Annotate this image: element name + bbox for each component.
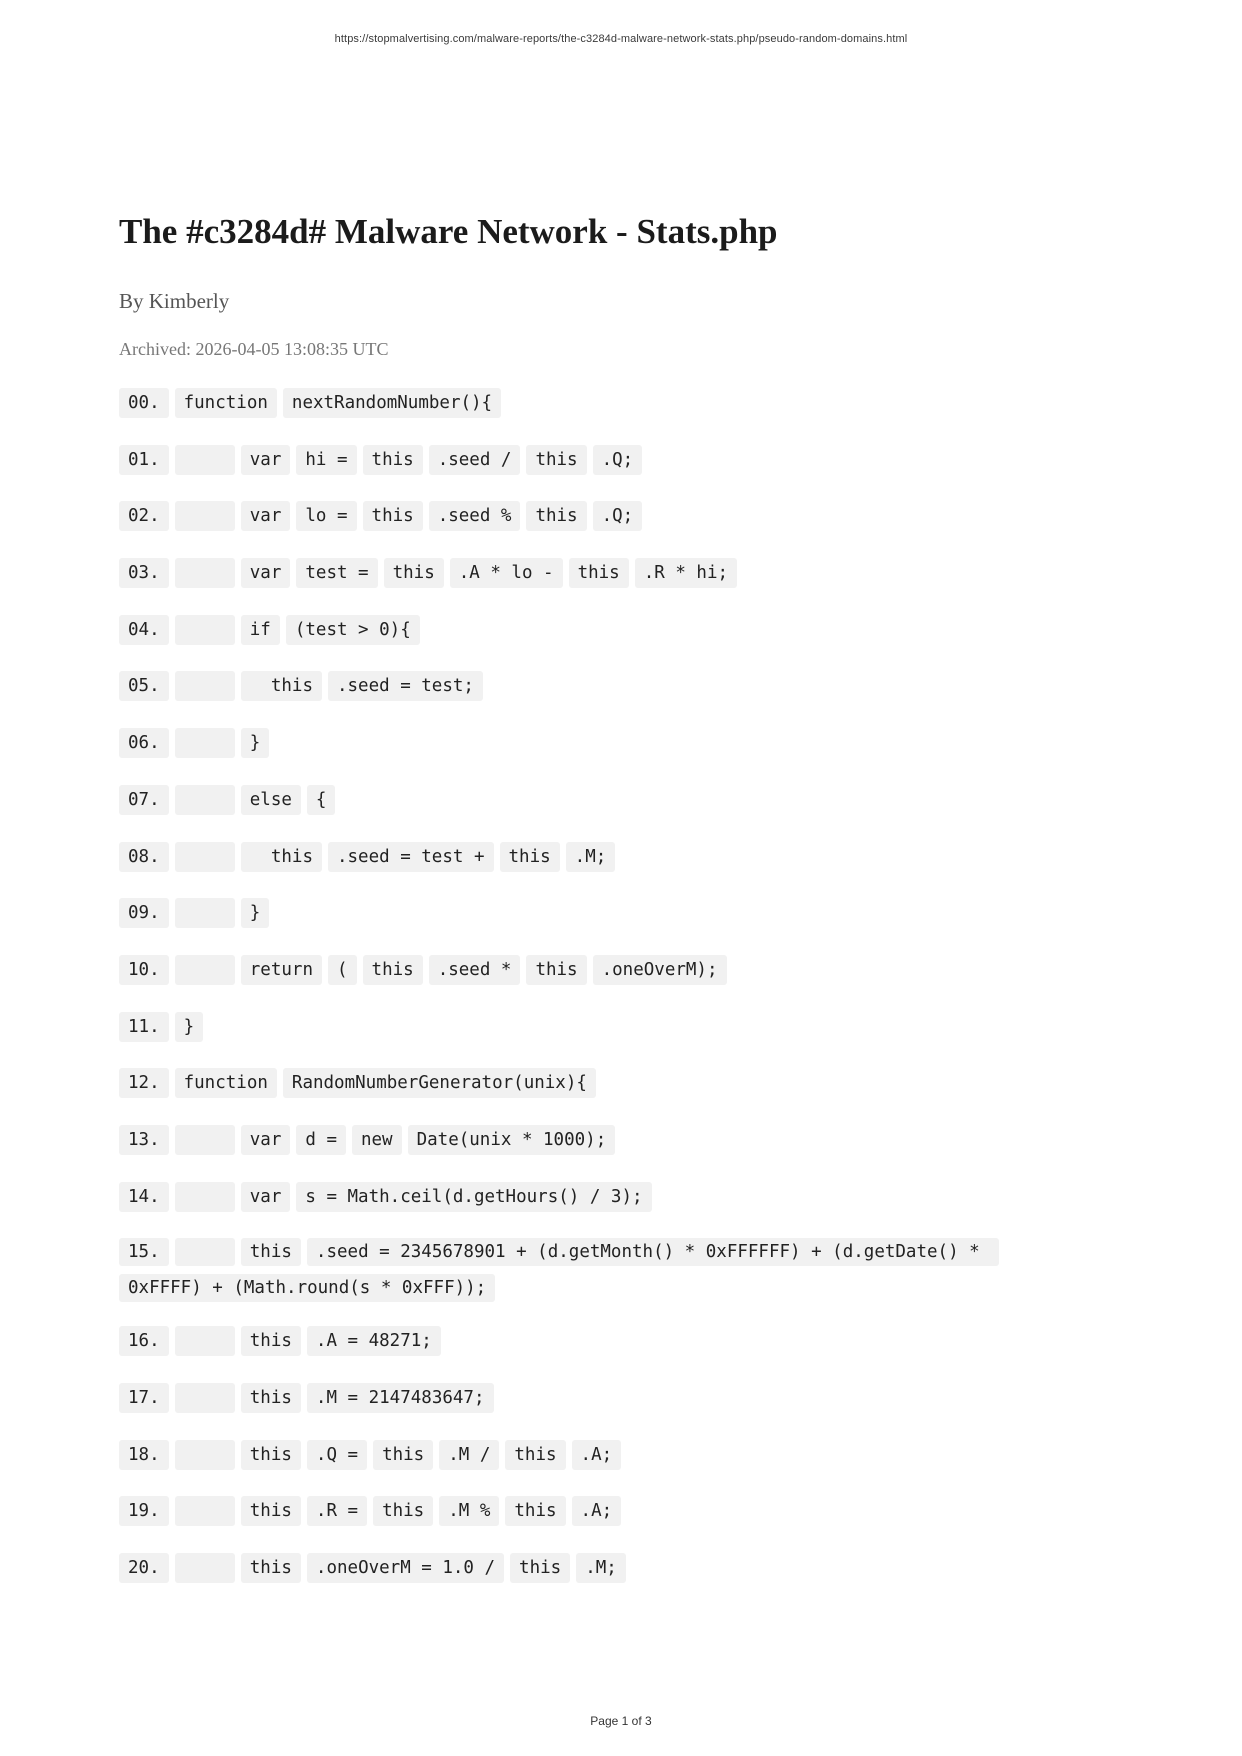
code-token: var [241, 501, 291, 531]
code-token: test = [296, 558, 377, 588]
code-token [175, 1383, 235, 1413]
code-token [175, 1125, 235, 1155]
code-token: this [526, 445, 586, 475]
code-line [119, 728, 1129, 756]
source-url: https://stopmalvertising.com/malware-reports/the-c3284d-malware-network-stats.php/pseudo-random-domains.html [334, 33, 908, 45]
line-number: 15. [119, 1238, 169, 1266]
code-line [119, 1383, 1129, 1411]
code-token: .M; [566, 842, 616, 872]
code-token: this [384, 558, 444, 588]
code-token: this [373, 1496, 433, 1526]
code-line [119, 1012, 1129, 1040]
code-token: .R * hi; [635, 558, 737, 588]
code-token: } [241, 898, 270, 928]
code-line [119, 1496, 1129, 1524]
code-token: this [363, 501, 423, 531]
code-token: this [241, 671, 322, 701]
code-line [119, 785, 1129, 813]
line-number: 07. [119, 785, 169, 815]
code-line [119, 1440, 1129, 1468]
code-token: function [175, 388, 277, 418]
code-token: .M = 2147483647; [307, 1383, 494, 1413]
code-token [175, 558, 235, 588]
code-token: this [363, 955, 423, 985]
code-token: .seed / [429, 445, 521, 475]
code-token: if [241, 615, 280, 645]
code-token: return [241, 955, 322, 985]
code-token: .A * lo - [450, 558, 563, 588]
code-token: .oneOverM); [593, 955, 727, 985]
code-token: Date(unix * 1000); [408, 1125, 616, 1155]
line-number: 10. [119, 955, 169, 985]
code-token [175, 1238, 235, 1266]
code-token: RandomNumberGenerator(unix){ [283, 1068, 596, 1098]
code-token [175, 1326, 235, 1356]
code-token: this [505, 1440, 565, 1470]
code-token: .M / [439, 1440, 499, 1470]
line-number: 11. [119, 1012, 169, 1042]
code-token [175, 671, 235, 701]
article-byline: By Kimberly [119, 289, 230, 313]
line-number: 19. [119, 1496, 169, 1526]
code-token: this [500, 842, 560, 872]
code-token: this [241, 1553, 301, 1583]
code-token: .seed = test + [328, 842, 494, 872]
line-number: 09. [119, 898, 169, 928]
line-number: 03. [119, 558, 169, 588]
code-token [175, 615, 235, 645]
line-number: 00. [119, 388, 169, 418]
code-line [119, 898, 1129, 926]
code-line [119, 671, 1129, 699]
archive-timestamp: Archived: 2026-04-05 13:08:35 UTC [119, 339, 389, 359]
code-token: .seed = 2345678901 + (d.getMonth() * 0xFFFFFF) + (d.getDate() * 0xFFFF) + (Math.round(s * 0xFFF)); [119, 1238, 999, 1302]
code-line [119, 558, 1129, 586]
code-token: .Q = [307, 1440, 367, 1470]
code-token: this [526, 501, 586, 531]
code-token [175, 1553, 235, 1583]
code-token [175, 501, 235, 531]
code-token: this [569, 558, 629, 588]
line-number: 08. [119, 842, 169, 872]
code-token: this [241, 1440, 301, 1470]
code-token [175, 785, 235, 815]
code-line [119, 955, 1129, 983]
line-number: 17. [119, 1383, 169, 1413]
code-token: var [241, 1125, 291, 1155]
code-token: this [505, 1496, 565, 1526]
line-number: 20. [119, 1553, 169, 1583]
code-line [119, 501, 1129, 529]
code-token: this [373, 1440, 433, 1470]
code-token: .seed = test; [328, 671, 483, 701]
line-number: 16. [119, 1326, 169, 1356]
code-token: (test > 0){ [286, 615, 420, 645]
code-token: ( [328, 955, 357, 985]
code-token: s = Math.ceil(d.getHours() / 3); [296, 1182, 651, 1212]
code-line [119, 445, 1129, 473]
code-token [175, 1496, 235, 1526]
code-line [119, 1125, 1129, 1153]
code-line [119, 1068, 1129, 1096]
code-token: .R = [307, 1496, 367, 1526]
code-token: } [175, 1012, 204, 1042]
line-number: 06. [119, 728, 169, 758]
code-token: d = [296, 1125, 346, 1155]
code-token: new [352, 1125, 402, 1155]
code-line [119, 388, 1129, 416]
code-line [119, 615, 1129, 643]
line-number: 04. [119, 615, 169, 645]
line-number: 02. [119, 501, 169, 531]
code-token: .oneOverM = 1.0 / [307, 1553, 504, 1583]
code-token: { [307, 785, 336, 815]
code-token: else [241, 785, 301, 815]
code-token: .M % [439, 1496, 499, 1526]
page-indicator: Page 1 of 3 [590, 1714, 652, 1728]
line-number: 14. [119, 1182, 169, 1212]
line-number: 18. [119, 1440, 169, 1470]
code-token: var [241, 558, 291, 588]
code-token: function [175, 1068, 277, 1098]
article-title: The #c3284d# Malware Network - Stats.php [119, 212, 778, 251]
code-token: var [241, 1182, 291, 1212]
code-token: var [241, 445, 291, 475]
code-line [119, 1234, 1009, 1306]
code-token: this [241, 1383, 301, 1413]
code-token [175, 728, 235, 758]
code-token: this [363, 445, 423, 475]
code-token [175, 445, 235, 475]
code-line [119, 842, 1129, 870]
line-number: 01. [119, 445, 169, 475]
code-token: lo = [296, 501, 356, 531]
code-token: hi = [296, 445, 356, 475]
code-token [175, 1440, 235, 1470]
code-token: .seed % [429, 501, 521, 531]
code-token [175, 955, 235, 985]
code-token: this [241, 1326, 301, 1356]
code-token: .A; [572, 1440, 622, 1470]
code-token: .M; [576, 1553, 626, 1583]
code-token: .Q; [593, 445, 643, 475]
code-line [119, 1553, 1129, 1581]
code-token [175, 842, 235, 872]
code-listing [119, 388, 1129, 1610]
line-number: 05. [119, 671, 169, 701]
code-token: .Q; [593, 501, 643, 531]
code-token: nextRandomNumber(){ [283, 388, 501, 418]
code-token: this [241, 1238, 301, 1266]
code-token: .A = 48271; [307, 1326, 441, 1356]
code-token: this [241, 842, 322, 872]
code-token: } [241, 728, 270, 758]
line-number: 13. [119, 1125, 169, 1155]
code-token [175, 1182, 235, 1212]
code-line [119, 1182, 1129, 1210]
code-token: this [526, 955, 586, 985]
code-token [175, 898, 235, 928]
line-number: 12. [119, 1068, 169, 1098]
code-token: this [510, 1553, 570, 1583]
code-token: this [241, 1496, 301, 1526]
code-token: .seed * [429, 955, 521, 985]
code-token: .A; [572, 1496, 622, 1526]
code-line [119, 1326, 1129, 1354]
